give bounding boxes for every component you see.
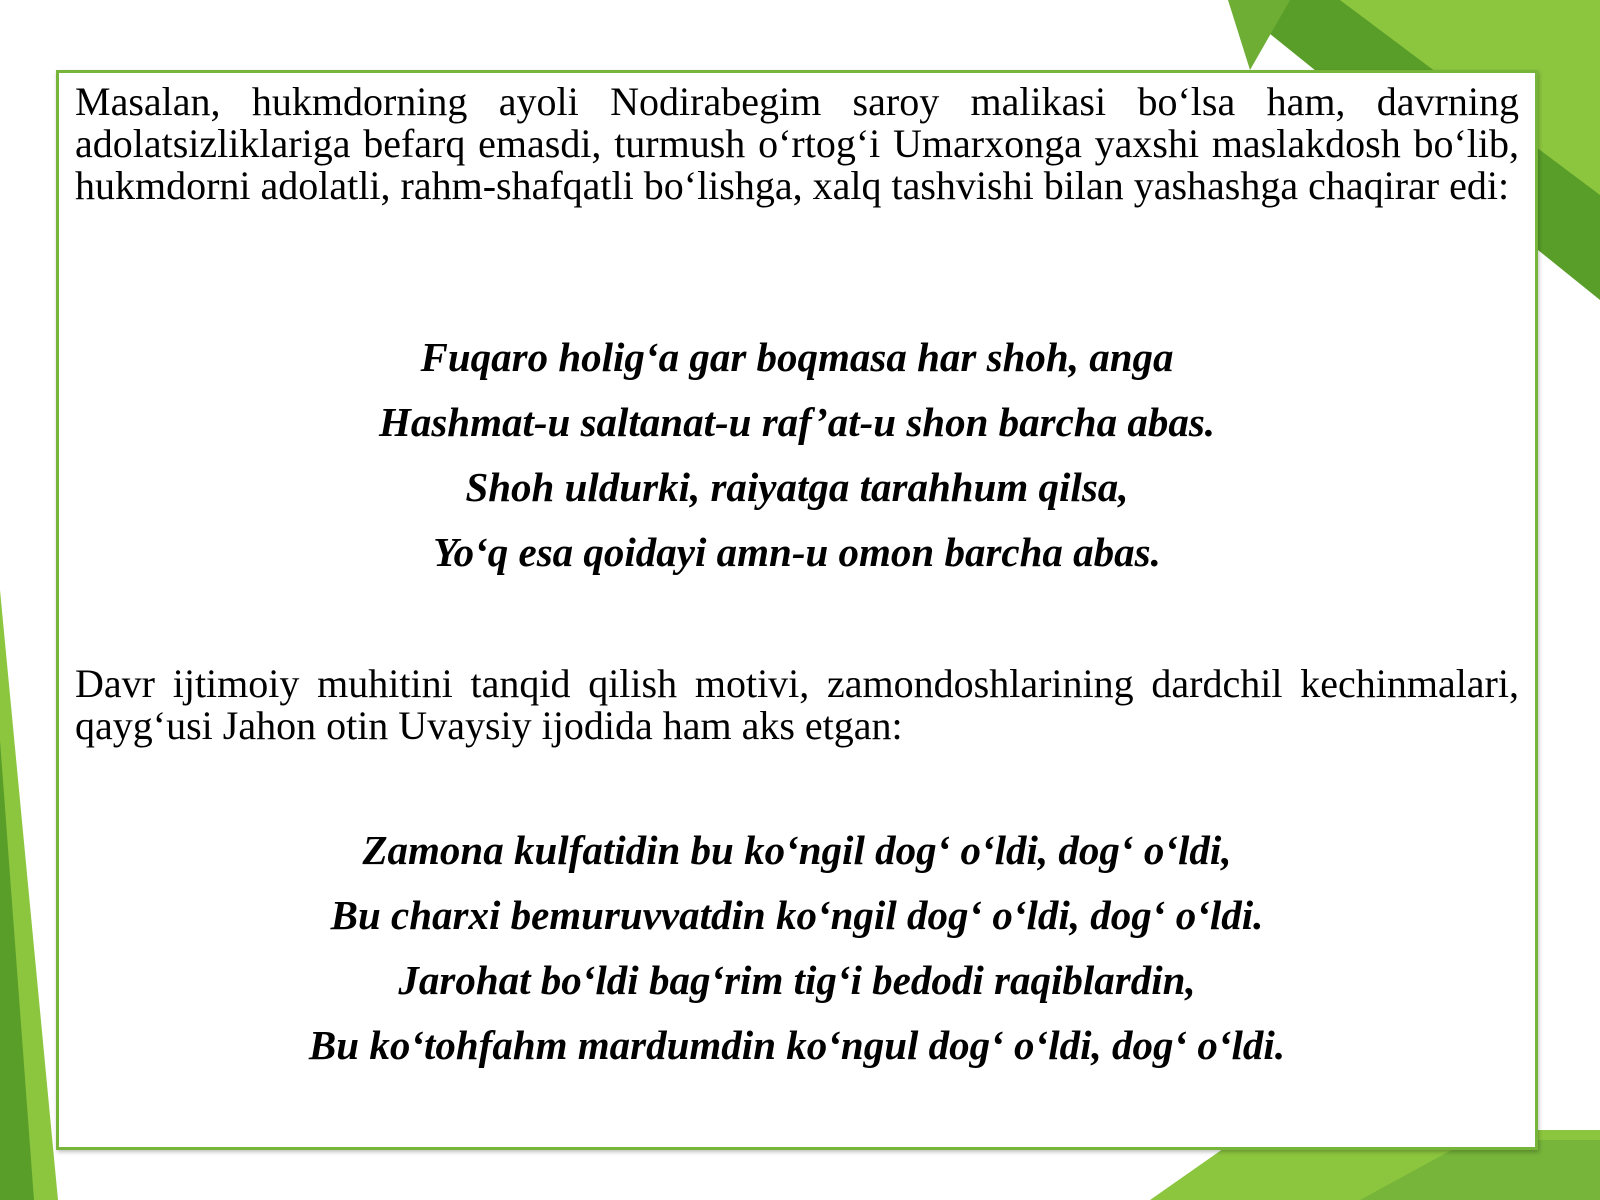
second-paragraph: Davr ijtimoiy muhitini tanqid qilish motivi, zamondoshlarining dardchil kechinmalari, qayg‘usi Jahon otin Uvaysiy ijodida ham aks etgan: <box>75 661 1519 748</box>
poem-line: Bu charxi bemuruvvatdin ko‘ngil dog‘ o‘ldi, dog‘ o‘ldi. <box>330 892 1264 938</box>
poem-line: Shoh uldurki, raiyatga tarahhum qilsa, <box>465 464 1129 510</box>
poem-line: Fuqaro holig‘a gar boqmasa har shoh, anga <box>420 334 1174 380</box>
text-content-box <box>56 70 1538 1150</box>
intro-paragraph: Masalan, hukmdorning ayoli Nodirabegim saroy malikasi bo‘lsa ham, davrning adolatsizliklariga befarq emasdi, turmush o‘rtog‘i Umarxonga yaxshi maslakdosh bo‘lib, hukmdorni adolatli, rahm-shafqatli bo‘lishga, xalq tashvishi bilan yashashga chaqirar edi: <box>75 79 1519 208</box>
poem-line: Yo‘q esa qoidayi amn-u omon barcha abas. <box>433 529 1161 575</box>
poem-line: Jarohat bo‘ldi bag‘rim tig‘i bedodi raqiblardin, <box>398 957 1196 1003</box>
uvaysiy-poem <box>59 818 1535 1078</box>
nodirabegim-poem <box>59 325 1535 585</box>
poem-line: Bu ko‘tohfahm mardumdin ko‘ngul dog‘ o‘ldi, dog‘ o‘ldi. <box>308 1022 1286 1068</box>
poem-line: Zamona kulfatidin bu ko‘ngil dog‘ o‘ldi, dog‘ o‘ldi, <box>362 827 1232 873</box>
poem-line: Hashmat-u saltanat-u raf’at-u shon barcha abas. <box>378 399 1216 445</box>
